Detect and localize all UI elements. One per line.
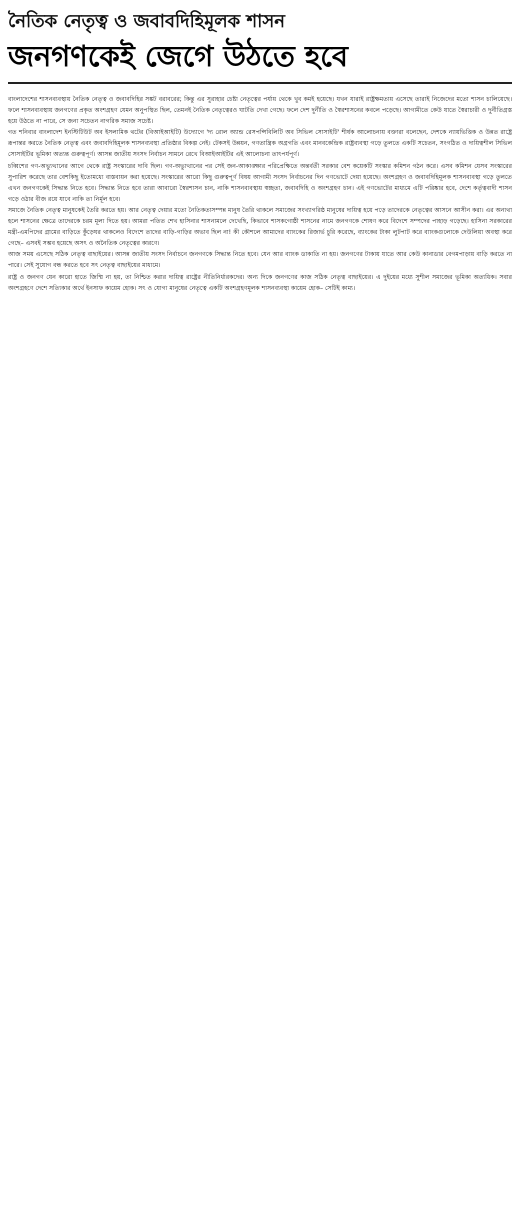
article-paragraph-4: সমাজে নৈতিক নেতৃত্ব মানুষকেই তৈরি করতে হয়। আর নেতৃত্ব দেয়ার মতো নৈতিকতাসম্পন্ন মানুষ তৈরি থাকলে সমাজের সংখ্যাগরিষ্ঠ মানুষের দায়িত্ব হয়ে পড়ে তাদেরকে নেতৃত্বের আসনে আসীন করা। এর অন্যথা হলে শাসনের ক্ষেত্রে তাদেরকে চরম মূল্য দিতে হয়। আমরা পতিত শেখ হাসিনার শাসনামলে দেখেছি, কিভাবে শাসকগোষ্ঠী শাসনের নামে জনগণকে শোষণ করে বিদেশে সম্পদের পাহাড় গড়েছে। হাসিনা সরকারের মন্ত্রী-এমপিদের গ্রামের বাড়িতে কুঁড়েঘর থাকলেও বিদেশে তাদের বাড়ি-গাড়ির অভাব ছিল না! কী কৌশলে আমাদের ব্যাংকের রিজার্ভ চুরি করেছে, ব্যাংকের টাকা লুটপাট করে ব্যাংকগুলোকে দেউলিয়া অবস্থা করে গেছে– এসবই সম্ভব হয়েছে অসৎ ও অনৈতিক নেতৃত্বের কারণে। bbox=[8, 206, 512, 248]
article-paragraph-5: আজ সময় এসেছে সঠিক নেতৃত্ব বাছাইয়ের। আসন্ন জাতীয় সংসদ নির্বাচনে জনগণকে সিদ্ধান্ত নিতে হবে। যেন আর ব্যাংক ডাকাতি না হয়। জনগণের টাকায় যাতে আর কেউ কানাডার বেগমপাড়ায় বাড়ি করতে না পারে। সেই সুযোগ বন্ধ করতে হবে সৎ নেতৃত্ব বাছাইয়ের মাধ্যমে। bbox=[8, 251, 512, 270]
article-kicker: নৈতিক নেতৃত্ব ও জবাবদিহিমূলক শাসন bbox=[8, 11, 286, 32]
article-paragraph-3: চব্বিশের গণ-অভ্যুত্থানের আগে থেকে রাষ্ট্র সংস্কারের দাবি ছিল। গণ-অভ্যুত্থানের পর সেই জন-আকাঙ্ক্ষার পরিপ্রেক্ষিতে অন্তর্বর্তী সরকার বেশ কয়েকটি সংস্কার কমিশন গঠন করে। এসব কমিশন যেসব সংস্কারের সুপারিশ করেছে তার বেশকিছু ইতোমধ্যে বাস্তবায়ন করা হয়েছে। সংস্কারের আরো কিছু গুরুত্বপূর্ণ বিষয় আগামী সংসদ নির্বাচনের দিন গণভোটে দেয়া হয়েছে। অংশগ্রহণ ও জবাবদিহিমূলক শাসনব্যবস্থা গড়ে তুলতে এখন জনগণকেই সিদ্ধান্ত নিতে হবে। সিদ্ধান্ত নিতে হবে তারা আবারো স্বৈরশাসন চান, নাকি শাসনব্যবস্থায় স্বচ্ছতা, জবাবদিহি ও অংশগ্রহণ চান। এই গণভোটের মাধ্যমে এটি পরিষ্কার হবে, দেশে কর্তৃত্ববাদী শাসন গড়ে ওঠার বীজ রয়ে যাবে নাকি তা নির্মূল হবে। bbox=[8, 162, 512, 203]
article-headline: জনগণকেই জেগে উঠতে হবে bbox=[8, 39, 349, 73]
headline-divider bbox=[8, 82, 512, 84]
article-paragraph-2: গত শনিবার বাংলাদেশ ইনস্টিটিউট অব ইসলামিক থটের (বিআইআইটি) উদ্যোগে 'দ্য রোল অ্যান্ড রেসপন্সিবিলিটি অব সিভিল সোসাইটি' শীর্ষক আলোচনায় বক্তারা বলেছেন, দেশকে ন্যায়ভিত্তিক ও উন্নত রাষ্ট্রে রূপান্তর করতে নৈতিক নেতৃত্ব এবং জবাবদিহিমূলক শাসনব্যবস্থা প্রতিষ্ঠার বিকল্প নেই। টেকসই উন্নয়ন, গণতান্ত্রিক অগ্রগতি এবং মানবকেন্দ্রিক রাষ্ট্রব্যবস্থা গড়ে তুলতে একটি সচেতন, সংগঠিত ও দায়িত্বশীল সিভিল সোসাইটির ভূমিকা অত্যন্ত গুরুত্বপূর্ণ। আসন্ন জাতীয় সংসদ নির্বাচন সামনে রেখে বিআইআইটির এই আলোচনা তাৎপর্যপূর্ণ। bbox=[8, 129, 512, 159]
article-body bbox=[8, 94, 512, 294]
article-paragraph-1: বাংলাদেশের শাসনব্যবস্থায় নৈতিক নেতৃত্ব ও জবাবদিহির সঙ্কট বরাবরের; কিন্তু এর সুরাহার চেষ্টা নেতৃত্বের পর্যায় থেকে খুব কমই হয়েছে। যখন যারাই রাষ্ট্রক্ষমতায় এসেছে তারাই নিজেদের মতো শাসন চালিয়েছে। ফলে শাসনব্যবস্থায় জনগণের প্রকৃত অংশগ্রহণ যেমন অনুপস্থিত ছিল, তেমনই নৈতিক নেতৃত্বেরও ঘাটতি দেখা গেছে। ফলে দেশ দুর্নীতি ও স্বৈরশাসনের কবলে পড়েছে। আগামীতে কেউ যাতে স্বৈরাচারী ও দুর্নীতিগ্রস্ত হয়ে উঠতে না পারে, সে জন্য সচেতন নাগরিক সমাজ সচেষ্ট। bbox=[8, 96, 512, 126]
article-paragraph-6: রাষ্ট্র ও জনগণ যেন কারো হাতে জিম্মি না হয়, তা নিশ্চিত করার দায়িত্ব রাষ্ট্রের নীতিনির্ধারকদের। অন্য দিকে জনগণের কাজ সঠিক নেতৃত্ব বাছাইয়ের। এ দুইয়ের মধ্যে সুশীল সমাজের ভূমিকা অত্যধিক। সবার অংশগ্রহণে দেশে সত্যিকার অর্থে ইনসাফ কায়েম হোক। সৎ ও যোগ্য মানুষের নেতৃত্বে একটি অংশগ্রহণমূলক শাসনব্যবস্থা কায়েম হোক– সেটিই কাম্য। bbox=[8, 273, 512, 292]
